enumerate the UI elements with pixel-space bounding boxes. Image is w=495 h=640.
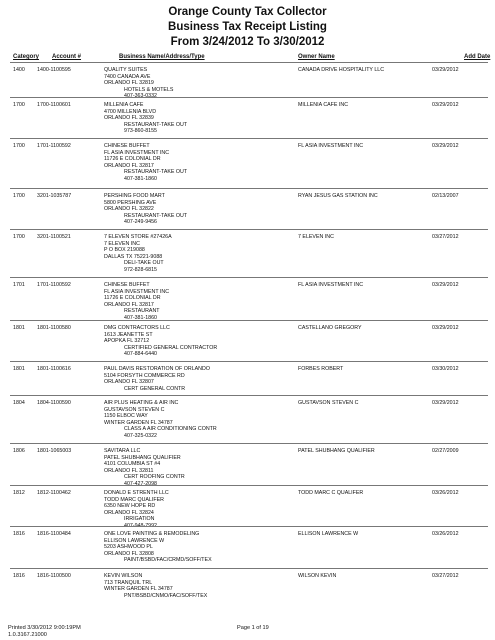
record-business <box>104 282 169 322</box>
record-category: 1400 <box>13 67 25 73</box>
record-account: 1801-1100580 <box>37 325 71 331</box>
record-type-line: RESTAURANT-TAKE OUT <box>124 169 188 176</box>
record-address-line: WINTER GARDEN FL 34787 <box>104 419 173 426</box>
record-row <box>10 229 488 278</box>
record-address-line: KEVIN WILSON <box>104 573 143 579</box>
record-type-line: 407-363-0332 <box>124 93 157 100</box>
record-address-line: ORLANDO FL 32822 <box>104 206 154 213</box>
record-add-date: 03/29/2012 <box>432 102 459 108</box>
column-header-add-date: Add Date <box>464 54 491 60</box>
record-business <box>104 531 212 564</box>
record-address-line: ORLANDO FL 32808 <box>104 550 154 557</box>
record-add-date: 03/27/2012 <box>432 234 459 240</box>
record-address-line: APOPKA FL 32712 <box>104 338 150 345</box>
record-business <box>104 102 187 135</box>
record-account: 1801-1100616 <box>37 366 71 372</box>
record-row <box>10 443 488 486</box>
record-category: 1801 <box>13 325 25 331</box>
record-address-line: 6350 NEW HOPE RD <box>104 503 156 510</box>
record-business <box>104 573 207 599</box>
record-account: 1801-1065003 <box>37 448 72 454</box>
record-address-line: 5800 PERSHING AVE <box>104 199 157 206</box>
record-address-line: QUALITY SUITES <box>104 67 148 73</box>
record-type-line: 407-884-6440 <box>124 351 157 358</box>
record-account: 1701-1100592 <box>37 282 71 288</box>
record-address-line: 1150 ELBOC WAY <box>104 413 148 420</box>
record-category: 1701 <box>13 282 25 288</box>
record-address-line: ORLANDO FL 32824 <box>104 509 154 516</box>
record-address-line: DONALD E STRENTH LLC <box>104 490 169 496</box>
record-row <box>10 62 488 98</box>
record-type-line: PNT/BSBD/CNMO/FAC/SOFF/TEX <box>124 592 208 599</box>
record-type-line: 972-828-6815 <box>124 266 157 273</box>
record-address-line: ONE LOVE PAINTING & REMODELING <box>104 531 200 537</box>
report-date-range: From 3/24/2012 To 3/30/2012 <box>170 36 325 48</box>
record-address-line: DALLAS TX 75221-9088 <box>104 253 163 260</box>
record-address-line: 7 ELEVEN STORE #27426A <box>104 234 172 240</box>
record-address-line: PAUL DAVIS RESTORATION OF ORLANDO <box>104 366 210 372</box>
record-add-date: 03/30/2012 <box>432 366 459 372</box>
record-add-date: 03/29/2012 <box>432 67 459 73</box>
record-address-line: 11726 E COLONIAL DR <box>104 156 161 163</box>
record-row <box>10 277 488 321</box>
record-row <box>10 485 488 527</box>
footer-version: 1.0.3167.21000 <box>8 632 47 638</box>
record-account: 1701-1100592 <box>37 143 71 149</box>
record-row <box>10 361 488 396</box>
record-address-line: 713 TRANQUIL TRL <box>104 579 153 586</box>
record-type-line: DELI-TAKE OUT <box>124 260 164 267</box>
record-category: 1700 <box>13 193 25 199</box>
record-address-line: 1613 JEANETTE ST <box>104 331 153 338</box>
record-type-line: RESTAURANT <box>124 308 160 315</box>
record-address-line: 4700 MILLENIA BLVD <box>104 108 157 115</box>
record-add-date: 03/26/2012 <box>432 531 459 537</box>
record-owner: CASTELLANO GREGORY <box>298 325 362 331</box>
record-type-line: HOTELS & MOTELS <box>124 86 174 93</box>
record-type-line: 407-381-1860 <box>124 175 157 182</box>
record-category: 1816 <box>13 573 25 579</box>
record-category: 1700 <box>13 234 25 240</box>
record-business <box>104 193 187 226</box>
record-row <box>10 97 488 139</box>
record-row <box>10 395 488 444</box>
record-type-line: CLASS A AIR CONDITIONING CONTR <box>124 426 217 433</box>
record-account: 1812-1100462 <box>37 490 71 496</box>
record-add-date: 03/29/2012 <box>432 400 459 406</box>
record-account: 3201-1035787 <box>37 193 72 199</box>
record-business <box>104 366 210 392</box>
record-address-line: P O BOX 219088 <box>104 247 145 254</box>
record-owner: WILSON KEVIN <box>298 573 337 579</box>
record-owner: TODD MARC C QUALIFER <box>298 490 364 496</box>
record-owner: GUSTAVSON STEVEN C <box>298 400 359 406</box>
record-owner: ELLISON LAWRENCE W <box>298 531 359 537</box>
record-address-line: DMG CONTRACTORS LLC <box>104 325 170 331</box>
record-address-line: ORLANDO FL 32811 <box>104 467 154 474</box>
record-account: 1816-1100500 <box>37 573 71 579</box>
record-type-line: CERT GENERAL CONTR <box>124 385 186 392</box>
record-address-line: AIR PLUS HEATING & AIR INC <box>104 400 179 406</box>
record-type-line: 407-381-1860 <box>124 314 157 321</box>
record-row <box>10 568 488 619</box>
record-add-date: 03/27/2012 <box>432 573 459 579</box>
record-address-line: TODD MARC QUALIFER <box>104 496 164 503</box>
record-address-line: CHINESE BUFFET <box>104 143 150 149</box>
record-type-line: CERT ROOFING CONTR <box>124 474 185 481</box>
report-subtitle: Business Tax Receipt Listing <box>168 21 327 33</box>
record-category: 1816 <box>13 531 25 537</box>
record-address-line: ORLANDO FL 32839 <box>104 115 154 122</box>
record-category: 1806 <box>13 448 25 454</box>
record-address-line: 7 ELEVEN INC <box>104 240 140 247</box>
record-business <box>104 490 169 530</box>
record-address-line: PERSHING FOOD MART <box>104 193 165 199</box>
record-owner: PATEL SHUBHANG QUALIFIER <box>298 448 375 454</box>
record-owner: CANADA DRIVE HOSPITALITY LLC <box>298 67 385 73</box>
record-address-line: ORLANDO FL 32817 <box>104 301 154 308</box>
record-add-date: 02/27/2009 <box>432 448 459 454</box>
record-owner: MILLENIA CAFE INC <box>298 102 349 108</box>
record-address-line: PATEL SHUBHANG QUALIFIER <box>104 454 181 461</box>
record-address-line: ORLANDO FL 32819 <box>104 80 154 87</box>
record-type-line: 407-948-7992 <box>124 522 157 529</box>
record-address-line: 11726 E COLONIAL DR <box>104 295 161 302</box>
record-address-line: CHINESE BUFFET <box>104 282 150 288</box>
record-type-line: 407-427-2098 <box>124 480 157 487</box>
record-account: 1700-1100601 <box>37 102 71 108</box>
record-account: 1400-1100595 <box>37 67 71 73</box>
record-address-line: 5104 FORSYTH COMMERCE RD <box>104 372 185 379</box>
record-type-line: CERTIFIED GENERAL CONTRACTOR <box>124 344 218 351</box>
column-header-category: Category <box>13 54 40 60</box>
record-owner: FL ASIA INVESTMENT INC <box>298 282 364 288</box>
record-address-line: ORLANDO FL 32817 <box>104 162 154 169</box>
record-address-line: ELLISON LAWRENCE W <box>104 537 165 544</box>
record-category: 1804 <box>13 400 25 406</box>
record-type-line: 407-325-0322 <box>124 432 157 439</box>
record-row <box>10 320 488 362</box>
column-header-account: Account # <box>52 54 82 60</box>
record-address-line: FL ASIA INVESTMENT INC <box>104 288 170 295</box>
record-address-line: MILLENIA CAFE <box>104 102 144 108</box>
record-address-line: 5203 ASHWOOD PL <box>104 544 153 551</box>
record-address-line: FL ASIA INVESTMENT INC <box>104 149 170 156</box>
record-account: 1804-1100590 <box>37 400 71 406</box>
record-business <box>104 448 185 488</box>
record-add-date: 03/29/2012 <box>432 282 459 288</box>
footer-printed: Printed 3/30/2012 9:00:19PM <box>8 625 81 631</box>
record-owner: FL ASIA INVESTMENT INC <box>298 143 364 149</box>
column-header-owner: Owner Name <box>298 54 335 60</box>
record-owner: FORBES ROBERT <box>298 366 344 372</box>
record-row <box>10 138 488 189</box>
record-type-line: 973-860-8155 <box>124 128 157 135</box>
record-type-line: PAINT/BSBD/FAC/CRMD/SOFF/TEX <box>124 557 212 564</box>
record-account: 1816-1100484 <box>37 531 71 537</box>
record-add-date: 03/29/2012 <box>432 143 459 149</box>
record-address-line: ORLANDO FL 32807 <box>104 379 154 386</box>
record-category: 1812 <box>13 490 25 496</box>
footer-page-number: Page 1 of 19 <box>237 625 269 631</box>
record-owner: RYAN JESUS GAS STATION INC <box>298 193 378 199</box>
record-type-line: IRRIGATION <box>124 516 155 523</box>
record-add-date: 03/29/2012 <box>432 325 459 331</box>
record-category: 1700 <box>13 102 25 108</box>
record-business <box>104 234 172 274</box>
record-business <box>104 143 187 183</box>
record-address-line: GUSTAVSON STEVEN C <box>104 406 165 413</box>
record-account: 3201-1100521 <box>37 234 71 240</box>
record-owner: 7 ELEVEN INC <box>298 234 334 240</box>
record-address-line: WINTER GARDEN FL 34787 <box>104 586 173 593</box>
record-business <box>104 400 217 440</box>
record-address-line: 4101 COLUMBIA ST #4 <box>104 461 161 468</box>
report-title: Orange County Tax Collector <box>168 6 327 18</box>
record-business <box>104 325 217 358</box>
record-type-line: RESTAURANT-TAKE OUT <box>124 212 188 219</box>
column-header-business: Business Name/Address/Type <box>119 54 205 60</box>
record-category: 1700 <box>13 143 25 149</box>
record-address-line: 7400 CANADA AVE <box>104 73 151 80</box>
record-row <box>10 526 488 569</box>
record-add-date: 03/26/2012 <box>432 490 459 496</box>
record-type-line: 407-249-9456 <box>124 219 157 226</box>
record-type-line: RESTAURANT-TAKE OUT <box>124 121 188 128</box>
record-row <box>10 188 488 230</box>
record-add-date: 02/13/2007 <box>432 193 459 199</box>
record-category: 1801 <box>13 366 25 372</box>
record-address-line: SAVITARA LLC <box>104 448 141 454</box>
record-business <box>104 67 173 100</box>
